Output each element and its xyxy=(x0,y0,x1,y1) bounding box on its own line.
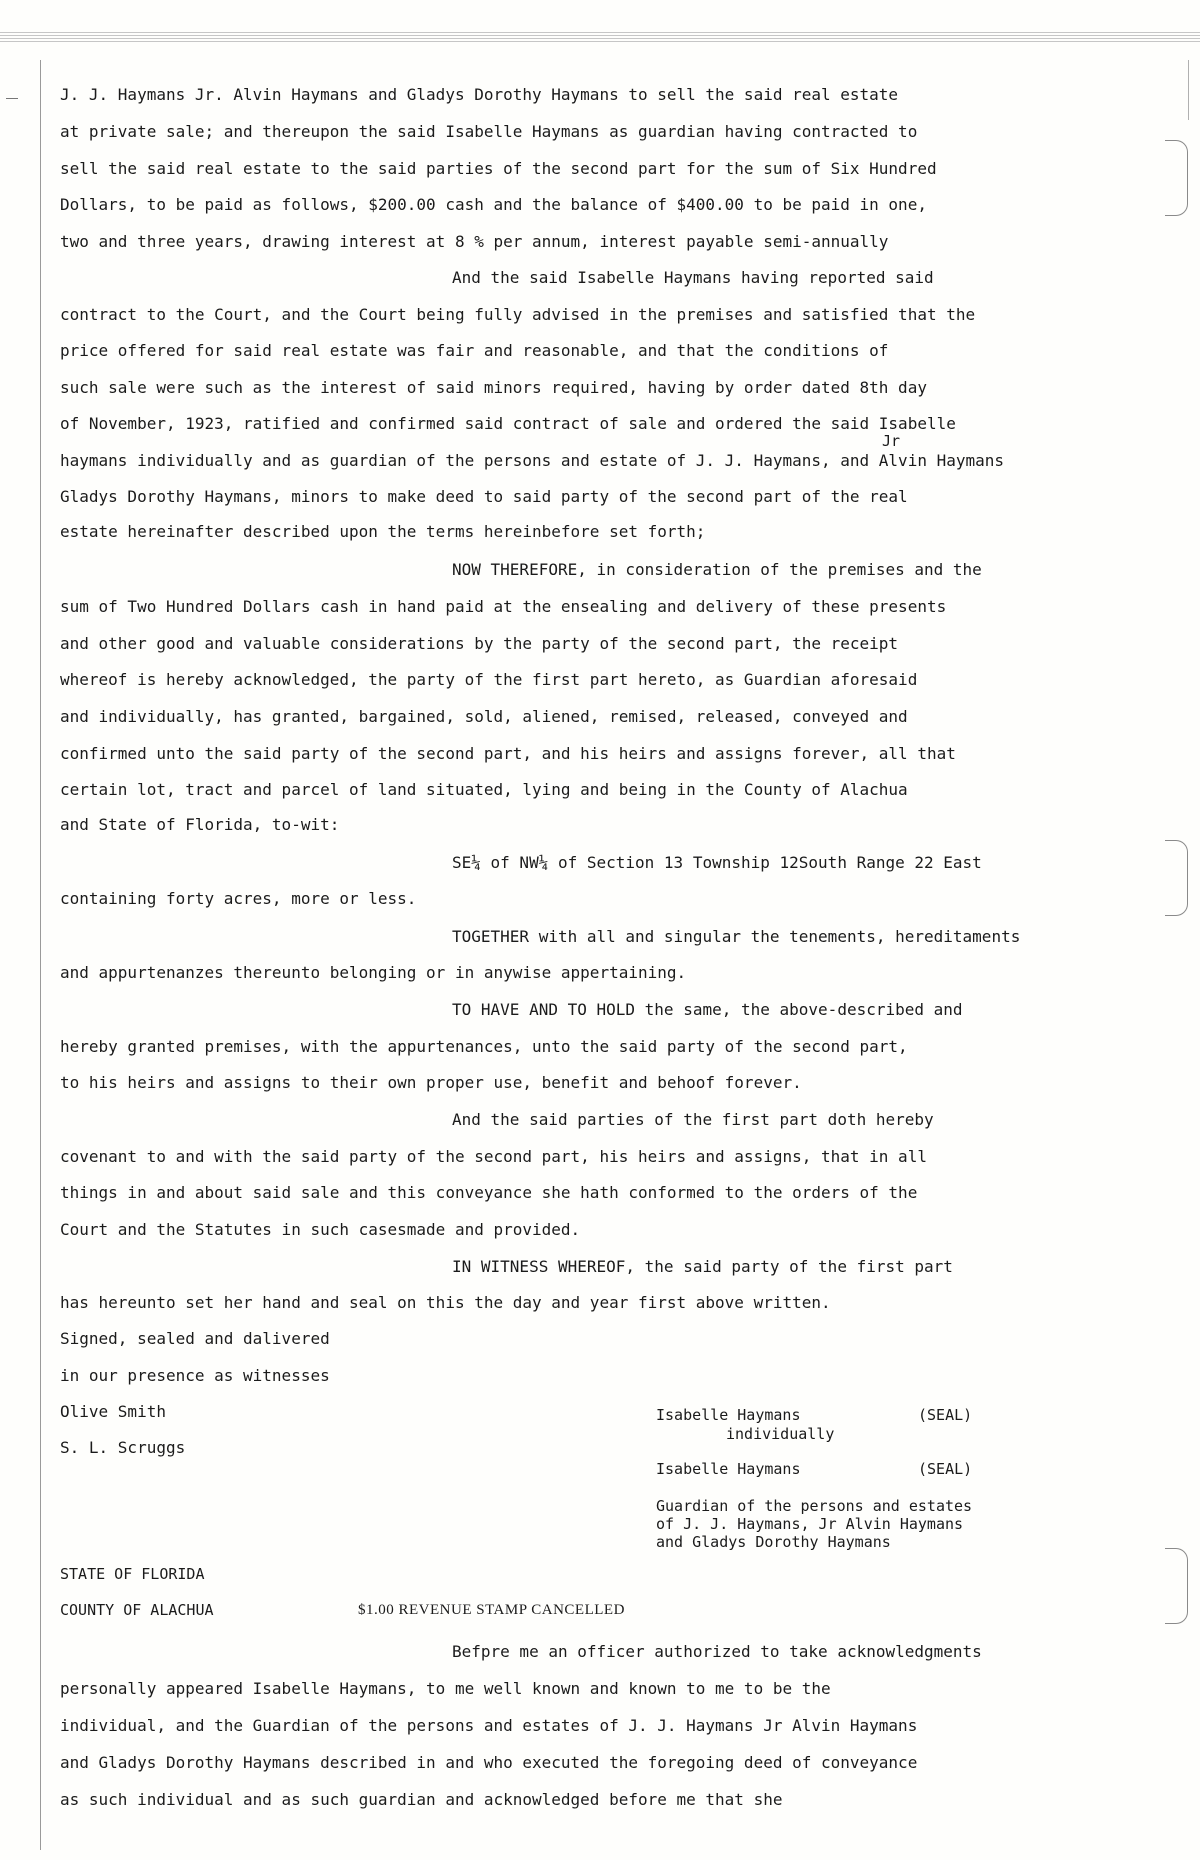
text-line: individual, and the Guardian of the persons and estates of J. J. Haymans Jr Alvin Haymans xyxy=(60,1716,918,1735)
signer-name: Isabelle Haymans xyxy=(656,1460,801,1478)
text-line: IN WITNESS WHEREOF, the said party of the first part xyxy=(452,1257,953,1276)
text-line: J. J. Haymans Jr. Alvin Haymans and Gladys Dorothy Haymans to sell the said real estate xyxy=(60,85,899,104)
text-line: and Gladys Dorothy Haymans described in and who executed the foregoing deed of conveyance xyxy=(60,1753,918,1772)
text-line: in our presence as witnesses xyxy=(60,1366,330,1385)
text-line: contract to the Court, and the Court being fully advised in the premises and satisfied that the xyxy=(60,305,976,324)
signer-capacity: of J. J. Haymans, Jr Alvin Haymans xyxy=(656,1515,964,1533)
text-line: TO HAVE AND TO HOLD the same, the above-described and xyxy=(452,1000,963,1019)
seal-mark: (SEAL) xyxy=(918,1406,973,1424)
text-line: things in and about said sale and this conveyance she hath conformed to the orders of the xyxy=(60,1183,918,1202)
text-line: as such individual and as such guardian and acknowledged before me that she xyxy=(60,1790,783,1809)
text-line: such sale were such as the interest of said minors required, having by order dated 8th day xyxy=(60,378,927,397)
revenue-stamp-note: $1.00 REVENUE STAMP CANCELLED xyxy=(358,1602,625,1618)
text-line: And the said parties of the first part doth hereby xyxy=(452,1110,934,1129)
text-line: two and three years, drawing interest at 8 % per annum, interest payable semi-annually xyxy=(60,232,889,251)
text-line: And the said Isabelle Haymans having reported said xyxy=(452,268,934,287)
signer-capacity: Guardian of the persons and estates xyxy=(656,1497,973,1515)
text-line: TOGETHER with all and singular the tenements, hereditaments xyxy=(452,927,1021,946)
text-line: of November, 1923, ratified and confirmed said contract of sale and ordered the said Isabelle xyxy=(60,414,956,433)
signer-capacity: individually xyxy=(726,1425,835,1443)
text-line: haymans individually and as guardian of the persons and estate of J. J. Haymans, and Alvin Haymans xyxy=(60,451,1005,470)
text-line: price offered for said real estate was fair and reasonable, and that the conditions of xyxy=(60,341,889,360)
text-line: sell the said real estate to the said parties of the second part for the sum of Six Hundred xyxy=(60,159,937,178)
venue-state: STATE OF FLORIDA xyxy=(60,1565,205,1583)
text-line: to his heirs and assigns to their own proper use, benefit and behoof forever. xyxy=(60,1073,802,1092)
text-line: and appurtenanzes thereunto belonging or in anywise appertaining. xyxy=(60,963,687,982)
signer-name: Isabelle Haymans xyxy=(656,1406,801,1424)
text-line: and individually, has granted, bargained, sold, aliened, remised, released, conveyed and xyxy=(60,707,908,726)
text-line: and other good and valuable considerations by the party of the second part, the receipt xyxy=(60,634,899,653)
text-line: hereby granted premises, with the appurtenances, unto the said party of the second part, xyxy=(60,1037,908,1056)
legal-description: SE¼ of NW¼ of Section 13 Township 12South Range 22 East xyxy=(452,853,982,872)
venue-county: COUNTY OF ALACHUA xyxy=(60,1601,214,1619)
seal-mark: (SEAL) xyxy=(918,1460,973,1478)
signer-capacity: and Gladys Dorothy Haymans xyxy=(656,1533,891,1551)
text-line: covenant to and with the said party of the second part, his heirs and assigns, that in all xyxy=(60,1147,927,1166)
witness-name: Olive Smith xyxy=(60,1402,166,1421)
text-line: sum of Two Hundred Dollars cash in hand paid at the ensealing and delivery of these presents xyxy=(60,597,947,616)
text-line: Befpre me an officer authorized to take acknowledgments xyxy=(452,1642,982,1661)
text-line: personally appeared Isabelle Haymans, to me well known and known to me to be the xyxy=(60,1679,831,1698)
text-line: Dollars, to be paid as follows, $200.00 cash and the balance of $400.00 to be paid in one, xyxy=(60,195,927,214)
text-line: whereof is hereby acknowledged, the party of the first part hereto, as Guardian aforesaid xyxy=(60,670,918,689)
text-line: NOW THEREFORE, in consideration of the premises and the xyxy=(452,560,982,579)
text-line: containing forty acres, more or less. xyxy=(60,889,417,908)
text-line: Gladys Dorothy Haymans, minors to make deed to said party of the second part of the real xyxy=(60,487,908,506)
interlinear-jr: Jr xyxy=(882,432,901,450)
text-line: Court and the Statutes in such casesmade and provided. xyxy=(60,1220,581,1239)
text-line: and State of Florida, to-wit: xyxy=(60,815,340,834)
text-line: Signed, sealed and dalivered xyxy=(60,1329,330,1348)
text-line: certain lot, tract and parcel of land situated, lying and being in the County of Alachua xyxy=(60,780,908,799)
text-line: has hereunto set her hand and seal on this the day and year first above written. xyxy=(60,1293,831,1312)
text-line: at private sale; and thereupon the said Isabelle Haymans as guardian having contracted to xyxy=(60,122,918,141)
text-line: estate hereinafter described upon the terms hereinbefore set forth; xyxy=(60,522,706,541)
text-line: confirmed unto the said party of the second part, and his heirs and assigns forever, all that xyxy=(60,744,956,763)
witness-name: S. L. Scruggs xyxy=(60,1438,186,1457)
